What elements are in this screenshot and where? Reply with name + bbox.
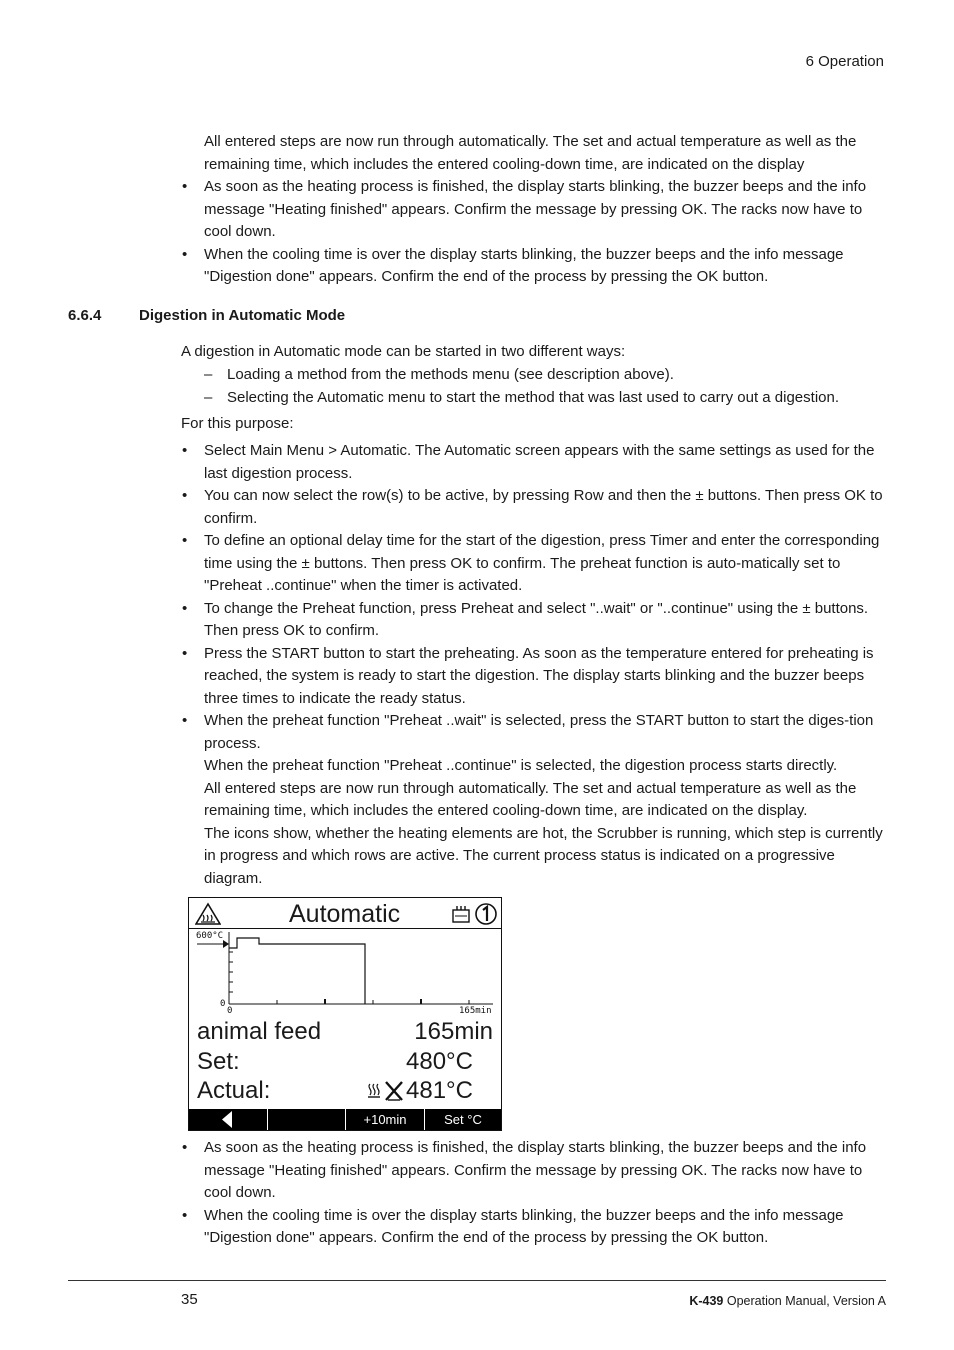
- lcd-title: Automatic: [289, 900, 401, 928]
- continuation-text: When the preheat function "Preheat ..continue" is selected, the digestion process starts directly.: [204, 757, 838, 774]
- softkey-set-temp[interactable]: Set °C: [444, 1112, 482, 1127]
- heating-icon: [367, 1083, 381, 1099]
- lcd-display: [188, 897, 502, 1131]
- step-1-icon: [475, 902, 497, 926]
- list-item: • As soon as the heating process is finished, the display starts blinking, the buzzer beeps and the info message "Heating finished" appears. Confirm the message by pressing OK. The racks now have to cool down.: [181, 1137, 885, 1205]
- hot-warning-icon: [195, 902, 221, 926]
- softkey-2[interactable]: [268, 1109, 346, 1130]
- manual-title: [689, 1294, 886, 1308]
- list-item: • When the cooling time is over the display starts blinking, the buzzer beeps and the info message "Digestion done" appears. Confirm the end of the process by pressing the OK button.: [181, 244, 885, 289]
- continuation-text: The icons show, whether the heating elements are hot, the Scrubber is running, which step is currently in progress and which rows are active. The current process status is indicated on a progressive diagram.: [204, 824, 883, 887]
- list-item: • To change the Preheat function, press Preheat and select "..wait" or "..continue" using the ± buttons. Then press OK to confirm.: [181, 598, 885, 643]
- continuation-text: All entered steps are now run through automatically. The set and actual temperature as well as the remaining time, which includes the entered cooling-down time, are indicated on the display.: [204, 779, 857, 819]
- model-name: K-439: [689, 1294, 724, 1308]
- dash-list: [204, 364, 884, 409]
- footer-divider: [68, 1280, 886, 1281]
- actual-temperature: 481°C: [406, 1077, 473, 1104]
- section-number: 6.6.4: [68, 307, 102, 324]
- y-min-label: 0: [220, 999, 226, 1009]
- list-item: – Selecting the Automatic menu to start the method that was last used to carry out a digestion.: [204, 387, 884, 410]
- list-item: • As soon as the heating process is finished, the display starts blinking, the buzzer beeps and the info message "Heating finished" appears. Confirm the message by pressing OK. The racks now have to cool down.: [181, 176, 885, 244]
- for-this-purpose: For this purpose:: [181, 415, 294, 432]
- softkey-bar: [189, 1109, 501, 1130]
- page-number: 35: [181, 1291, 198, 1308]
- process-diagram: [189, 928, 501, 1014]
- manual-version: Operation Manual, Version A: [723, 1294, 886, 1308]
- set-temperature: 480°C: [406, 1048, 473, 1075]
- scrubber-icon: [451, 904, 471, 924]
- softkey-back[interactable]: [189, 1109, 268, 1130]
- chapter-header: 6 Operation: [805, 53, 884, 70]
- section-intro: A digestion in Automatic mode can be started in two different ways:: [181, 343, 626, 360]
- x-max-label: 165min: [459, 1006, 492, 1014]
- list-item: – Loading a method from the methods menu (see description above).: [204, 364, 884, 387]
- list-item: • Select Main Menu > Automatic. The Automatic screen appears with the same settings as used for the last digestion process.: [181, 440, 885, 485]
- list-item: • Press the START button to start the preheating. As soon as the temperature entered for preheating is reached, the system is ready to start the digestion. The display starts blinking and the buzzer beeps three times to indicate the ready status.: [181, 643, 885, 711]
- intro-paragraph: All entered steps are now run through automatically. The set and actual temperature as well as the remaining time, which includes the entered cooling-down time, are indicated on the display: [204, 133, 857, 173]
- set-label: Set:: [197, 1048, 240, 1075]
- method-name: animal feed: [197, 1018, 322, 1045]
- setpoint-arrowhead: [223, 940, 229, 948]
- list-item: • When the cooling time is over the display starts blinking, the buzzer beeps and the info message "Digestion done" appears. Confirm the end of the process by pressing the OK button.: [181, 1205, 885, 1250]
- back-arrow-icon: [221, 1111, 233, 1128]
- list-item: • You can now select the row(s) to be active, by pressing Row and then the ± buttons. Then press OK to confirm.: [181, 485, 885, 530]
- procedure-bullet-list: [181, 440, 885, 890]
- top-bullet-list: [181, 176, 885, 289]
- remaining-time: 165min: [414, 1018, 493, 1045]
- list-item-text: When the preheat function "Preheat ..wait" is selected, press the START button to start the diges-tion process.: [204, 712, 874, 752]
- list-item: • To define an optional delay time for the start of the digestion, press Timer and enter the corresponding time using the ± buttons. Then press OK to confirm. The preheat function is auto-matically set to "Preheat ..continue" when the timer is activated.: [181, 530, 885, 598]
- list-item: [181, 710, 885, 890]
- softkey-add-10min[interactable]: +10min: [346, 1109, 425, 1130]
- actual-label: Actual:: [197, 1077, 271, 1104]
- bottom-bullet-list: [181, 1137, 885, 1250]
- temperature-profile: [229, 938, 365, 1004]
- x-min-label: 0: [227, 1006, 233, 1014]
- section-title: Digestion in Automatic Mode: [139, 307, 346, 324]
- fan-off-icon: [384, 1080, 404, 1102]
- y-max-label: 600°C: [196, 931, 224, 941]
